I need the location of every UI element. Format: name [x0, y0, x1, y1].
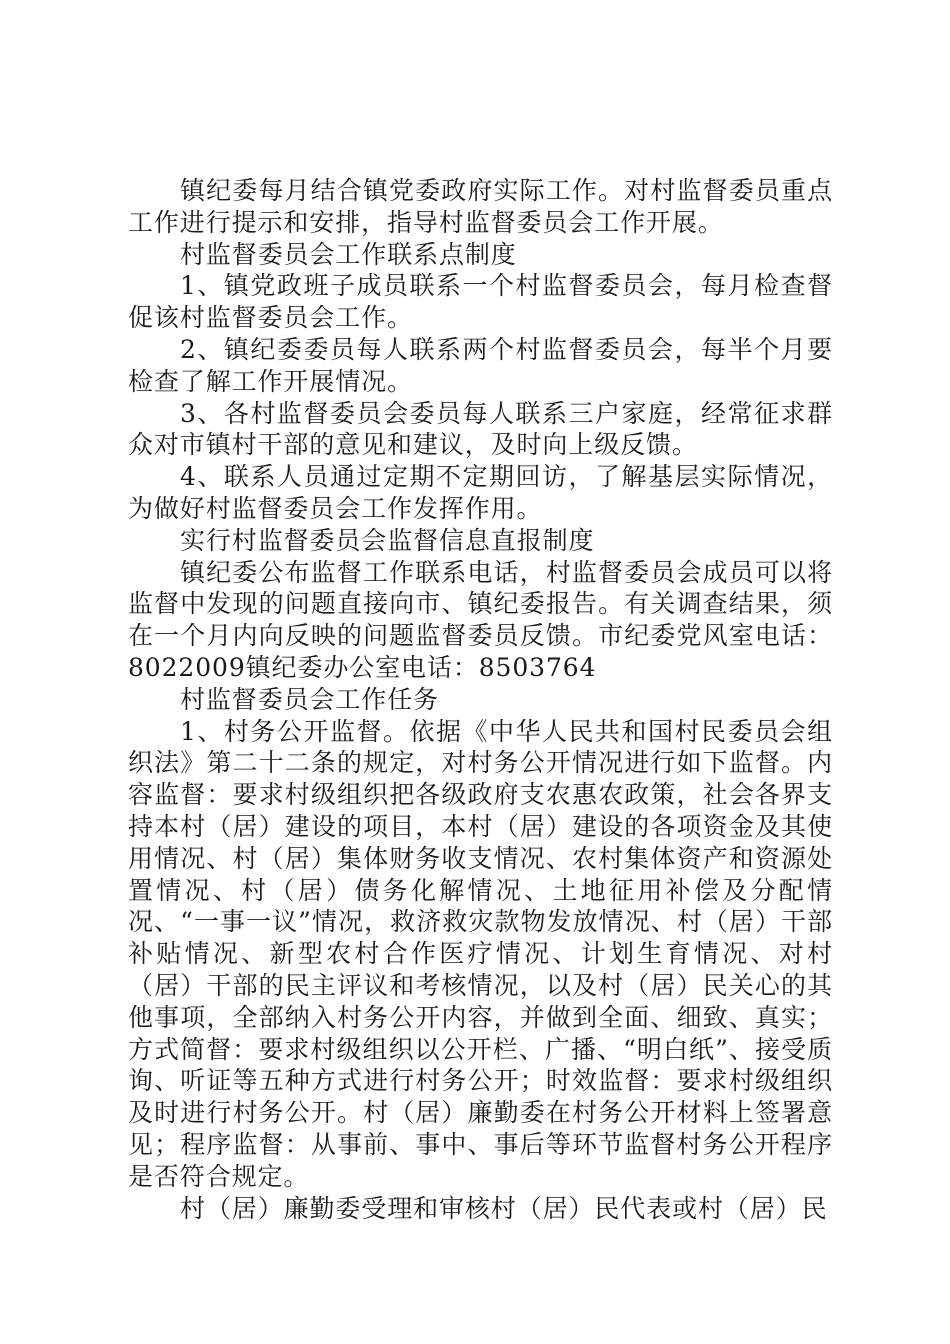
heading-contact-point-system: 村监督委员会工作联系点制度 [180, 239, 517, 269]
heading-direct-report-system: 实行村监督委员会监督信息直报制度 [180, 525, 595, 555]
paragraph-contact-item-2: 2、镇纪委委员每人联系两个村监督委员会，每半个月要检查了解工作开展情况。 [128, 334, 833, 396]
paragraph-contact-item-3: 3、各村监督委员会委员每人联系三户家庭，经常征求群众对市镇村干部的意见和建议，及时向上级反馈。 [128, 398, 833, 460]
paragraph-monthly-guidance: 镇纪委每月结合镇党委政府实际工作。对村监督委员重点工作进行提示和安排，指导村监督委员会工作开展。 [128, 176, 833, 237]
paragraph-continuation: 村（居）廉勤委受理和审核村（居）民代表或村（居）民 [180, 1193, 828, 1223]
heading-work-tasks: 村监督委员会工作任务 [180, 684, 440, 714]
paragraph-phone-numbers: 镇纪委公布监督工作联系电话，村监督委员会成员可以将监督中发现的问题直接向市、镇纪委报告。有关调查结果，须在一个月内向反映的问题监督委员反馈。市纪委党风室电话：8022009镇纪委办公室电话：8503764 [128, 557, 833, 682]
paragraph-village-affairs-supervision: 1、村务公开监督。依据《中华人民共和国村民委员会组织法》第二十二条的规定，对村务公开情况进行如下监督。内容监督：要求村级组织把各级政府支农惠农政策，社会各界支持本村（居）建设的项目，本村（居）建设的各项资金及其使用情况、村（居）集体财务收支情况、农村集体资产和资源处置情况、村（居）债务化解情况、土地征用补偿及分配情况、“一事一议”情况，救济救灾款物发放情况、村（居）干部补贴情况、新型农村合作医疗情况、计划生育情况、对村（居）干部的民主评议和考核情况，以及村（居）民关心的其他事项，全部纳入村务公开内容，并做到全面、细致、真实；方式简督：要求村级组织以公开栏、广播、“明白纸”、接受质询、听证等五种方式进行村务公开；时效监督：要求村级组织及时进行村务公开。村（居）廉勤委在村务公开材料上签署意见；程序监督：从事前、事中、事后等环节监督村务公开程序是否符合规定。 [128, 716, 833, 1191]
document-body [128, 175, 833, 1224]
paragraph-contact-item-1: 1、镇党政班子成员联系一个村监督委员会，每月检查督促该村监督委员会工作。 [128, 271, 833, 333]
paragraph-contact-item-4: 4、联系人员通过定期不定期回访，了解基层实际情况，为做好村监督委员会工作发挥作用。 [128, 462, 833, 523]
